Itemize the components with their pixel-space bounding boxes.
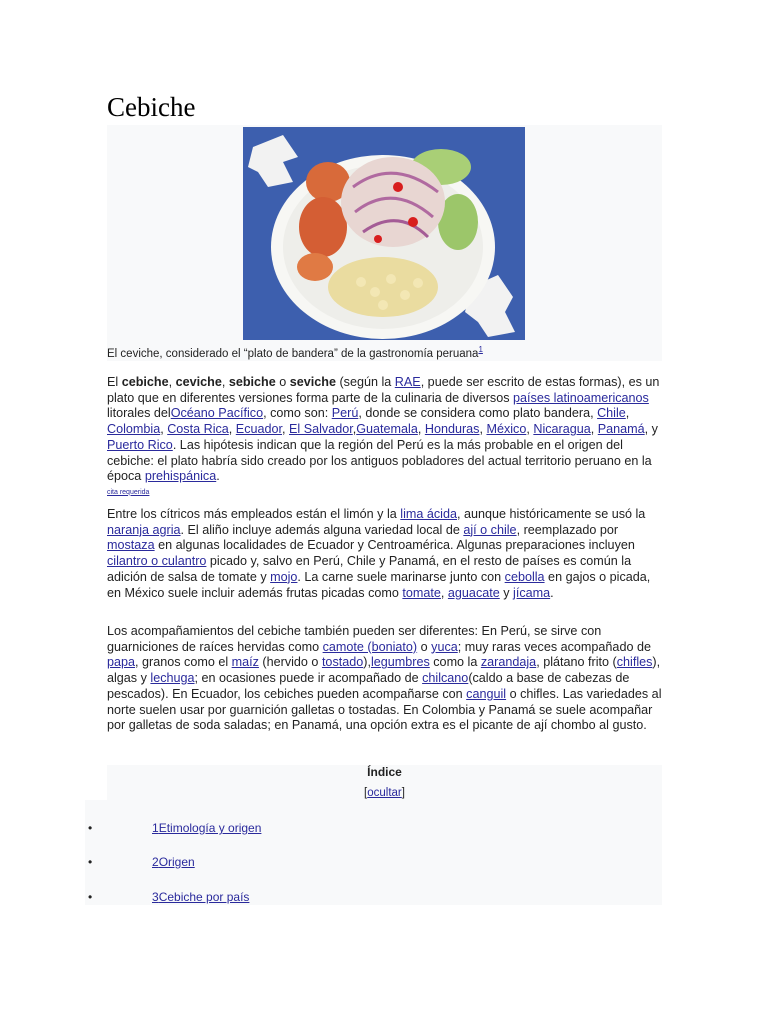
- citation-needed-link[interactable]: cita requerida: [107, 488, 150, 496]
- link-prehispanica[interactable]: prehispánica: [144, 469, 217, 484]
- link-cilantro[interactable]: cilantro o culantro: [107, 554, 207, 569]
- figure-caption: El ceviche, considerado el “plato de bandera” de la gastronomía peruana$^1$: [107, 345, 483, 360]
- paragraph-sides: Los acompañamientos del cebiche también pueden ser diferentes: En Perú, se sirve con guarniciones de raíces hervidas como camote (boniato) o yuca; muy raras veces acompañado de papa, granos como el maíz (hervido o tostado),legumbres como la zarandaja, plátano frito (chifles), algas y lechuga; en ocasiones puede ir acompañado de chilcano(caldo a base de cabezas de pescados). En Ecuador, los cebiches pueden acompañarse con canguil o chifles. Las variedades al norte suelen usar por guarnición galletas o tostadas. En Colombia y Panamá se suele acompañar por galletas de soda saladas; en Panamá, una opción extra es el picante de ají chombo al gusto.: [107, 624, 662, 733]
- caption-reference[interactable]: 1: [478, 345, 483, 354]
- table-of-contents: [107, 765, 662, 905]
- link-yuca[interactable]: yuca: [431, 639, 458, 654]
- link-mojo[interactable]: mojo: [270, 569, 298, 584]
- link-aji-chile[interactable]: ají o chile: [463, 522, 517, 537]
- link-rae[interactable]: RAE: [394, 375, 421, 389]
- page-title: Cebiche: [107, 90, 662, 128]
- link-jicama[interactable]: jícama: [513, 585, 551, 600]
- link-lechuga[interactable]: lechuga: [150, 671, 195, 686]
- link-zarandaja[interactable]: zarandaja: [480, 655, 537, 670]
- toc-bullet: •: [88, 821, 93, 835]
- link-paises[interactable]: países latinoamericanos: [513, 390, 649, 405]
- link-nicaragua[interactable]: Nicaragua: [533, 422, 591, 437]
- link-tomate[interactable]: tomate: [402, 585, 441, 600]
- toc-bullet: •: [88, 890, 93, 904]
- link-oceano[interactable]: Océano Pacífico: [170, 406, 264, 421]
- link-legumbres[interactable]: legumbres: [370, 655, 430, 670]
- link-el-salvador[interactable]: El Salvador: [289, 422, 353, 437]
- toc-title: Índice: [367, 765, 402, 779]
- link-canguil[interactable]: canguil: [466, 686, 507, 701]
- link-chilcano[interactable]: chilcano: [422, 671, 469, 686]
- link-papa[interactable]: papa: [107, 655, 136, 670]
- link-ecuador[interactable]: Ecuador: [235, 422, 283, 437]
- link-costa-rica[interactable]: Costa Rica: [167, 422, 229, 437]
- link-mostaza[interactable]: mostaza: [107, 538, 155, 553]
- link-panama[interactable]: Panamá: [597, 422, 645, 437]
- link-mexico[interactable]: México: [486, 422, 527, 437]
- link-lima-acida[interactable]: lima ácida: [400, 507, 457, 521]
- link-chifles[interactable]: chifles: [616, 655, 653, 670]
- figure: [107, 125, 662, 361]
- link-cebolla[interactable]: cebolla: [504, 569, 545, 584]
- ceviche-photo[interactable]: [243, 127, 525, 340]
- link-honduras[interactable]: Honduras: [424, 422, 480, 437]
- link-guatemala[interactable]: Guatemala: [356, 422, 418, 437]
- link-puerto-rico[interactable]: Puerto Rico: [107, 437, 173, 452]
- link-naranja-agria[interactable]: naranja agria: [107, 522, 181, 537]
- toc-item-origen[interactable]: 2Origen: [152, 855, 195, 869]
- link-aguacate[interactable]: aguacate: [447, 585, 500, 600]
- ceviche-plate-illustration: [243, 127, 525, 340]
- toc-toggle: [ocultar]: [364, 787, 405, 799]
- link-colombia[interactable]: Colombia: [107, 422, 161, 437]
- toc-bullet: •: [88, 855, 93, 869]
- toc-item-etimologia[interactable]: 1Etimología y origen: [152, 821, 262, 835]
- link-tostado[interactable]: tostado: [321, 655, 364, 670]
- link-maiz[interactable]: maíz: [231, 655, 259, 670]
- link-peru[interactable]: Perú: [331, 406, 359, 421]
- link-chile[interactable]: Chile: [597, 406, 626, 421]
- link-camote[interactable]: camote (boniato): [322, 639, 418, 654]
- paragraph-intro: El cebiche, ceviche, sebiche o seviche (según la RAE, puede ser escrito de estas formas), es un plato que en diferentes versiones forma parte de la culinaria de diversos países latinoamericanos litorales delOcéano Pacífico, como son: Perú, donde se considera como plato bandera, Chile, Colombia, Costa Rica, Ecuador, El Salvador,Guatemala, Honduras, México, Nicaragua, Panamá, y Puerto Rico. Las hipótesis indican que la región del Perú es la más probable en el origen del cebiche: el plato habría sido creado por los antiguos pobladores del actual territorio peruano en la época prehispánica. $^{cita requerida}$: [107, 375, 660, 496]
- toc-item-cebiche-por-pais[interactable]: 3Cebiche por país: [152, 890, 250, 904]
- toc-hide-link[interactable]: ocultar: [367, 787, 402, 799]
- paragraph-citrus: Entre los cítricos más empleados están el limón y la lima ácida, aunque históricamente se usó la naranja agria. El aliño incluye además alguna variedad local de ají o chile, reemplazado por mostaza en algunas localidades de Ecuador y Centroamérica. Algunas preparaciones incluyen cilantro o culantro picado y, salvo en Perú, Chile y Panamá, en el resto de países es común la adición de salsa de tomate y mojo. La carne suele marinarse junto con cebolla en gajos o picada, en México suele incluir además frutas picadas como tomate, aguacate y jícama.: [107, 507, 651, 600]
